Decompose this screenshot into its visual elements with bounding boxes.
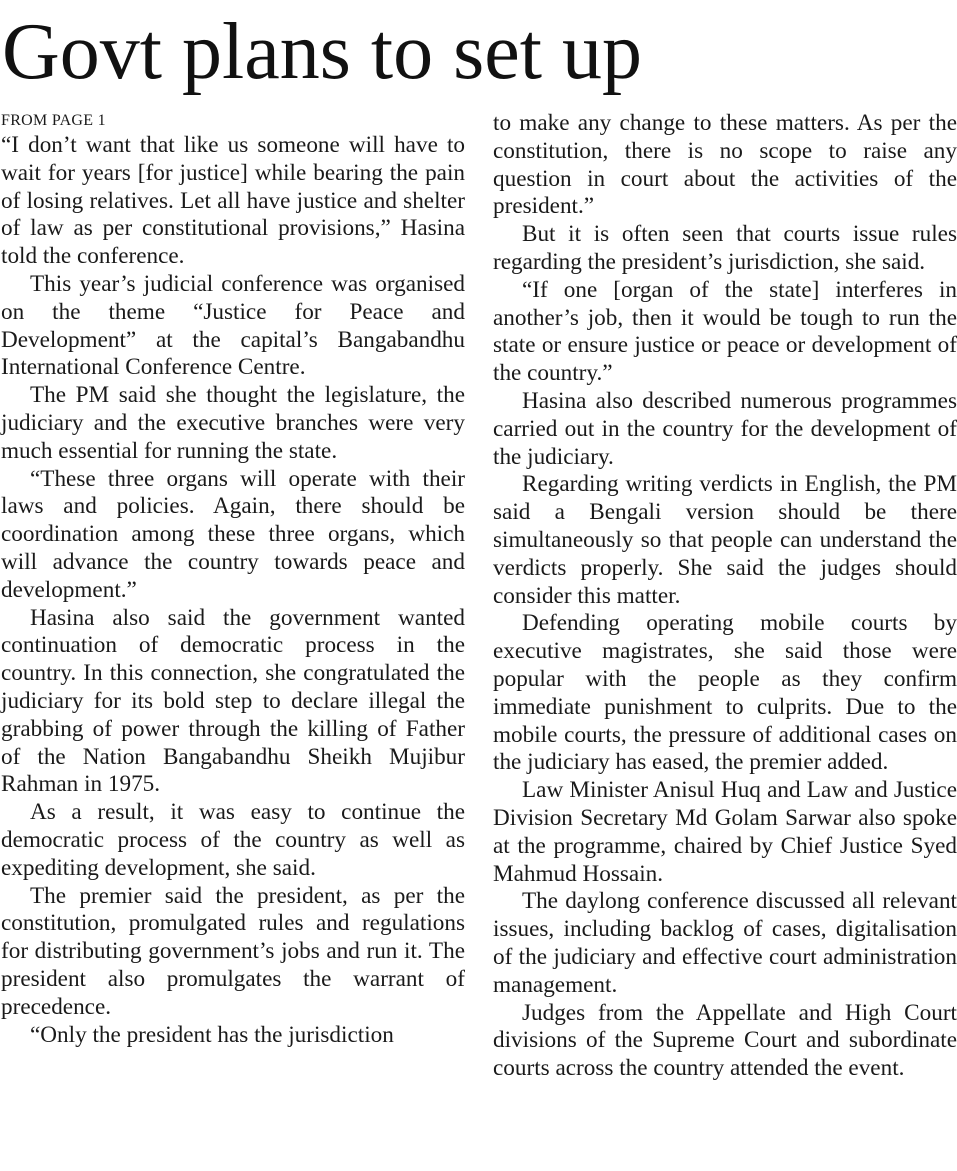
paragraph: “These three organs will operate with their laws and policies. Again, there should be coordination among these three organs, which will advance the country towards peace and development.” — [1, 465, 465, 603]
article-column-left — [1, 110, 465, 1049]
article-column-right — [493, 110, 957, 1083]
paragraph: The daylong conference discussed all relevant issues, including backlog of cases, digitalisation of the judiciary and effective court administration management. — [493, 888, 957, 998]
paragraph: “Only the president has the jurisdiction — [30, 1021, 394, 1048]
paragraph: As a result, it was easy to continue the democratic process of the country as well as expediting development, she said. — [1, 799, 465, 881]
paragraph: Defending operating mobile courts by executive magistrates, she said those were popular with the people as they confirm immediate punishment to culprits. Due to the mobile courts, the pressure of additional cases on the judiciary has eased, the premier added. — [493, 610, 957, 776]
paragraph: Hasina also described numerous programmes carried out in the country for the development of the judiciary. — [493, 387, 957, 470]
headline: Govt plans to set up — [2, 8, 642, 96]
jump-line: FROM PAGE 1 — [1, 112, 106, 129]
paragraph: The premier said the president, as per the constitution, promulgated rules and regulations for distributing government’s jobs and run it. The president also promulgates the warrant of precedence. — [1, 882, 465, 1020]
paragraph: “I don’t want that like us someone will have to wait for years [for justice] while bearing the pain of losing relatives. Let all have justice and shelter of law as per constitutional provisions,” Hasina told the conference. — [1, 132, 465, 270]
paragraph: “If one [organ of the state] interferes in another’s job, then it would be tough to run the state or ensure justice or peace or development of the country.” — [493, 276, 957, 387]
paragraph: Judges from the Appellate and High Court divisions of the Supreme Court and subordinate courts across the country attended the event. — [493, 999, 957, 1082]
paragraph: The PM said she thought the legislature, the judiciary and the executive branches were very much essential for running the state. — [1, 382, 465, 464]
paragraph: Law Minister Anisul Huq and Law and Justice Division Secretary Md Golam Sarwar also spoke at the programme, chaired by Chief Justice Syed Mahmud Hossain. — [493, 777, 957, 887]
paragraph: But it is often seen that courts issue rules regarding the president’s jurisdiction, she said. — [493, 221, 957, 275]
paragraph: Regarding writing verdicts in English, the PM said a Bengali version should be there simultaneously so that people can understand the verdicts properly. She said the judges should consider this matter. — [493, 471, 957, 609]
paragraph: to make any change to these matters. As per the constitution, there is no scope to raise any question in court about the activities of the president.” — [493, 110, 957, 220]
paragraph: Hasina also said the government wanted continuation of democratic process in the country. In this connection, she congratulated the judiciary for its bold step to declare illegal the grabbing of power through the killing of Father of the Nation Bangabandhu Sheikh Mujibur Rahman in 1975. — [1, 604, 465, 798]
paragraph: This year’s judicial conference was organised on the theme “Justice for Peace and Development” at the capital’s Bangabandhu International Conference Centre. — [1, 270, 465, 381]
